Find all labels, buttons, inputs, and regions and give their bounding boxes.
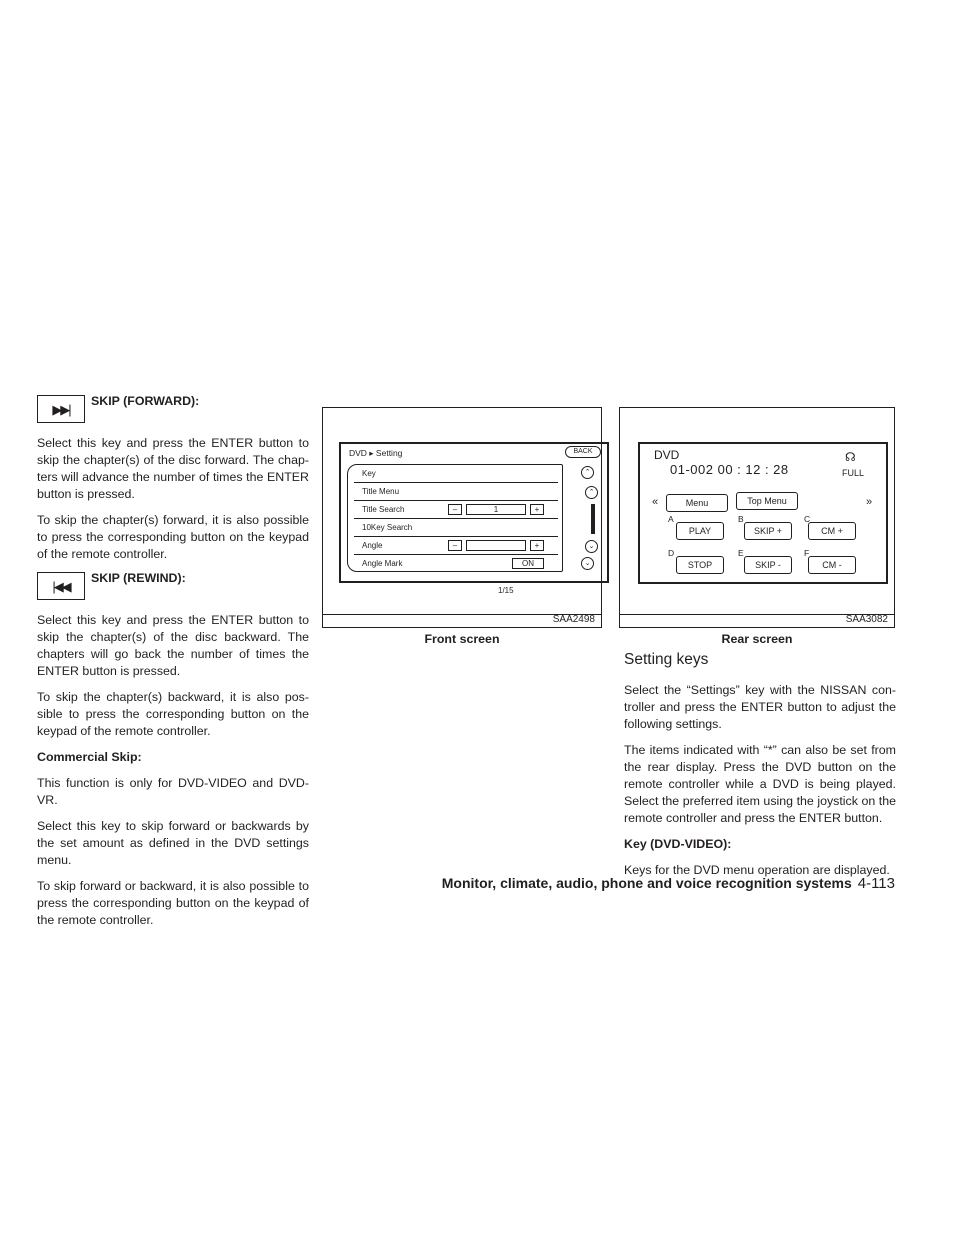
list-item: 10Key Search <box>354 519 558 537</box>
figure-code: SAA2498 <box>552 614 595 625</box>
full-label: FULL <box>842 468 865 478</box>
minus-icon: – <box>448 540 462 551</box>
section-heading: Setting keys <box>624 651 709 668</box>
page-number: 4-113 <box>857 875 895 892</box>
paragraph: To skip the chapter(s) backward, it is also pos-sible to press the corresponding button on the keypad of the remote controller. <box>37 690 309 738</box>
key-letter: A <box>668 514 674 524</box>
plus-icon: + <box>530 504 544 515</box>
skip-plus-button: SKIP + <box>744 522 792 540</box>
back-button: BACK <box>565 446 601 458</box>
key-letter: F <box>804 548 810 558</box>
page-indicator: 1/15 <box>498 586 514 595</box>
scroll-up-icon: ⌃ <box>581 466 594 479</box>
front-screen-display <box>339 442 609 583</box>
title-search-value: 1 <box>466 504 526 515</box>
skip-forward-heading <box>37 395 309 423</box>
page-footer <box>400 875 895 892</box>
skip-rewind-label: SKIP (REWIND): <box>91 570 186 585</box>
key-letter: C <box>804 514 811 524</box>
antenna-icon: ☊ <box>845 450 856 464</box>
list-item: Key <box>354 465 558 483</box>
angle-mark-value: ON <box>512 558 544 569</box>
paragraph: Keys for the DVD menu operation are displayed. <box>624 863 890 877</box>
left-column <box>37 395 309 938</box>
key-letter: D <box>668 548 675 558</box>
play-button: PLAY <box>676 522 724 540</box>
skip-minus-button: SKIP - <box>744 556 792 574</box>
key-letter: B <box>738 514 744 524</box>
paragraph: To skip forward or backward, it is also possible to press the corresponding button on the keypad of the remote controller. <box>37 879 309 927</box>
menu-button: Menu <box>666 494 728 512</box>
paragraph: Select this key and press the ENTER button to skip the chapter(s) of the disc forward. The chap-ters will advance the number of times the ENTER button is pressed. <box>37 436 309 501</box>
front-screen-figure <box>322 407 602 628</box>
paragraph: This function is only for DVD-VIDEO and DVD-VR. <box>37 776 309 807</box>
chevron-left-icon: « <box>652 496 659 508</box>
chevron-right-icon: » <box>866 496 873 508</box>
scroll-down-small-icon: ⌄ <box>585 540 598 553</box>
minus-icon: – <box>448 504 462 515</box>
cm-plus-button: CM + <box>808 522 856 540</box>
scroll-down-icon: ⌄ <box>581 557 594 570</box>
scroll-controls <box>569 466 603 570</box>
list-item: Title Menu <box>354 483 558 501</box>
dvd-label: DVD <box>654 448 680 462</box>
stop-button: STOP <box>676 556 724 574</box>
chapter-time: 01-002 00 : 12 : 28 <box>670 462 789 477</box>
section-title: Monitor, climate, audio, phone and voice recognition systems <box>441 875 852 891</box>
figure-code: SAA3082 <box>845 614 888 625</box>
key-letter: E <box>738 548 744 558</box>
settings-list <box>347 464 563 572</box>
top-menu-button: Top Menu <box>736 492 798 510</box>
key-dvd-video-heading: Key (DVD-VIDEO): <box>624 837 732 851</box>
list-item: Angle Mark ON <box>354 555 558 573</box>
front-screen-caption: Front screen <box>424 632 500 646</box>
list-item: Angle – + <box>354 537 558 555</box>
skip-rewind-heading <box>37 572 309 600</box>
angle-value <box>466 540 526 551</box>
scroll-up-small-icon: ⌃ <box>585 486 598 499</box>
cm-minus-button: CM - <box>808 556 856 574</box>
paragraph: Select this key to skip forward or backwards by the set amount as defined in the DVD settings menu. <box>37 819 309 867</box>
skip-rewind-icon: |◀◀ <box>37 572 85 600</box>
paragraph: Select the “Settings” key with the NISSAN con-troller and press the ENTER button to adjust the following settings. <box>624 683 896 731</box>
commercial-skip-heading: Commercial Skip: <box>37 750 142 764</box>
right-column <box>624 651 896 888</box>
rear-screen-figure <box>619 407 895 628</box>
scrollbar <box>591 504 595 534</box>
paragraph: To skip the chapter(s) forward, it is also possible to press the corresponding button on the keypad of the remote controller. <box>37 513 309 561</box>
paragraph: Select this key and press the ENTER button to skip the chapter(s) of the disc backward. The chapters will go back the number of times the ENTER button is pressed. <box>37 613 309 678</box>
skip-forward-label: SKIP (FORWARD): <box>91 393 200 408</box>
skip-forward-icon: ▶▶| <box>37 395 85 423</box>
list-item: Title Search – 1 + <box>354 501 558 519</box>
rear-screen-display <box>638 442 888 584</box>
screen-title: DVD ▸ Setting <box>349 448 403 458</box>
paragraph: The items indicated with “*” can also be set from the rear display. Press the DVD button on the remote controller while a DVD is being played. Select the preferred item using the joystick on the remote controller and press the ENTER button. <box>624 743 896 825</box>
rear-screen-caption: Rear screen <box>721 632 793 646</box>
plus-icon: + <box>530 540 544 551</box>
